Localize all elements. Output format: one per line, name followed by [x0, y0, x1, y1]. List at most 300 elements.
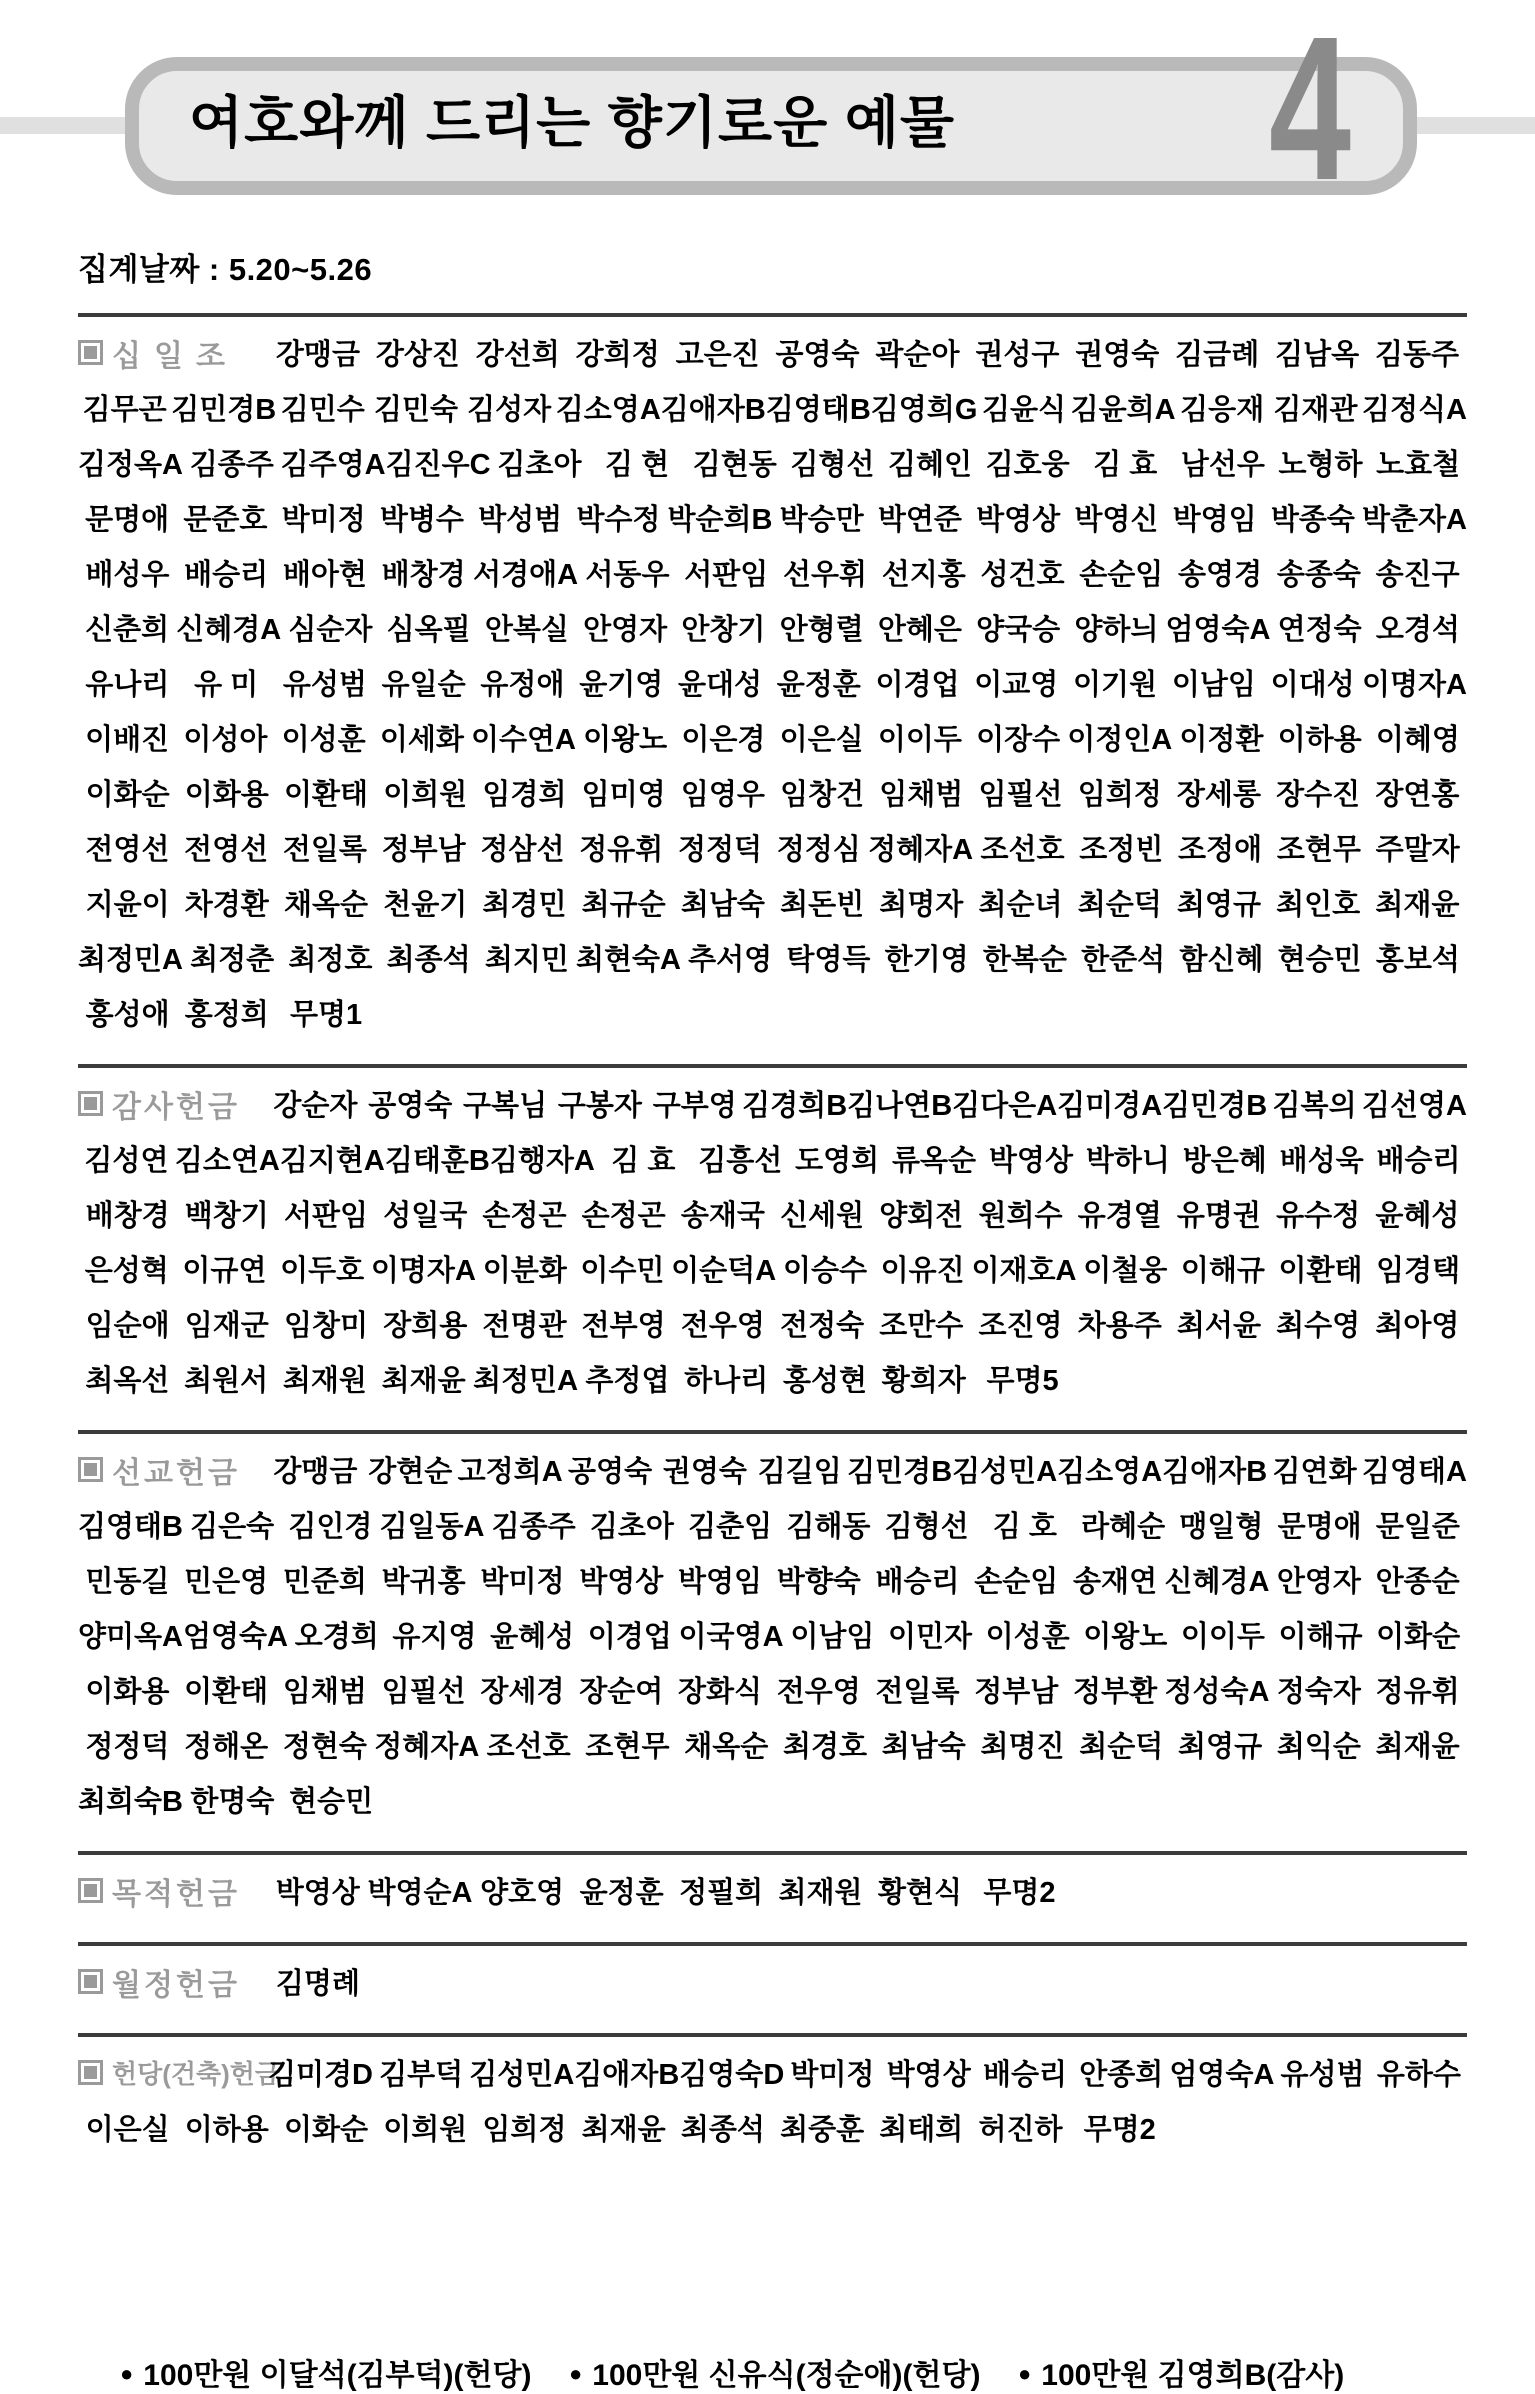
donor-name: 임미영 [581, 779, 666, 811]
donor-name: 박영신 [1074, 504, 1159, 536]
donor-name: 조만수 [879, 1310, 964, 1342]
donor-name: 김민경B [847, 1456, 953, 1488]
donor-name: 김진우C [385, 449, 491, 481]
donor-name: 정유휘 [1375, 1676, 1460, 1708]
donor-name: 강희정 [575, 339, 660, 371]
donor-row [78, 1076, 1467, 1131]
donor-name: 박영상 [275, 1877, 360, 1909]
donor-name: 류옥순 [892, 1145, 977, 1177]
donor-name: 홍보석 [1375, 944, 1460, 976]
donor-name: 현승민 [1277, 944, 1362, 976]
donor-name: 지윤이 [85, 889, 170, 921]
donor-name: 백창기 [184, 1200, 269, 1232]
donor-name: 이하용 [184, 2114, 269, 2146]
donor-name: 김인경 [288, 1511, 373, 1543]
donor-name: 김영숙D [679, 2059, 785, 2091]
donor-name: 정정덕 [85, 1731, 170, 1763]
donor-name: 강맹금 [273, 1456, 358, 1488]
donor-name: 채옥순 [284, 889, 369, 921]
donor-name: 안영자 [1276, 1566, 1361, 1598]
tally-date: 집계날짜 : 5.20~5.26 [78, 252, 373, 287]
donor-name: 최옥선 [85, 1365, 170, 1397]
donor-name: 김동주 [1375, 339, 1460, 371]
donor-row [78, 985, 1467, 1040]
donor-name: 김나연B [847, 1090, 953, 1122]
donor-name: 윤정훈 [776, 669, 861, 701]
donor-name: 이은경 [681, 724, 766, 756]
section-bullet-icon [78, 1878, 103, 1903]
donor-name: 유정애 [480, 669, 565, 701]
donor-name: 권성구 [975, 339, 1060, 371]
donor-name: 김지현A [279, 1145, 385, 1177]
donor-name: 장수진 [1276, 779, 1361, 811]
donor-name: 오경석 [1375, 614, 1460, 646]
donor-name: 김정식A [1362, 394, 1467, 426]
donor-name: 채옥순 [684, 1731, 769, 1763]
donor-name: 선우휘 [782, 559, 868, 591]
donor-name: 최순덕 [1077, 889, 1162, 921]
donor-name: 함신혜 [1179, 944, 1264, 976]
donor-name: 김영희G [870, 394, 978, 426]
donor-name: 장연홍 [1375, 779, 1460, 811]
donor-name: 최종석 [386, 944, 471, 976]
donor-name: 최재윤 [581, 2114, 666, 2146]
donor-name: 문일준 [1375, 1511, 1460, 1543]
donor-name: 윤기영 [579, 669, 664, 701]
large-gift-notes [120, 2350, 1467, 2394]
donor-name: 손순임 [1079, 559, 1164, 591]
donor-name: 정필희 [679, 1877, 764, 1909]
donor-name: 배아현 [282, 559, 367, 591]
donor-name: 이남임 [1171, 669, 1256, 701]
donor-name: 김태훈B [384, 1145, 490, 1177]
donor-name: 무명1 [289, 999, 363, 1031]
donor-name: 양회전 [879, 1200, 964, 1232]
donor-name: 이승수 [782, 1255, 868, 1287]
donor-name: 박미정 [480, 1566, 565, 1598]
donor-row [78, 1497, 1467, 1552]
donor-name: 도영희 [795, 1145, 880, 1177]
donor-name: 최익순 [1276, 1731, 1361, 1763]
donor-name: 고정희A [457, 1456, 563, 1488]
donor-name: 김해동 [786, 1511, 871, 1543]
donor-name: 김금례 [1175, 339, 1260, 371]
donor-name: 송재국 [680, 1200, 765, 1232]
donor-row [78, 1772, 1467, 1827]
page-header [0, 0, 1535, 223]
donor-name: 정정심 [776, 834, 861, 866]
donor-name: 임경택 [1376, 1255, 1461, 1287]
donor-row [78, 325, 1467, 380]
donor-name: 송진구 [1375, 559, 1460, 591]
donor-name: 정정덕 [677, 834, 763, 866]
donor-name: 문명애 [85, 504, 170, 536]
donor-row [78, 1241, 1467, 1296]
donor-name: 조현무 [1276, 834, 1361, 866]
offering-section [78, 317, 1467, 1040]
section-bullet-icon [78, 2060, 103, 2085]
offering-section [78, 1434, 1467, 1827]
donor-name: 김주영A [280, 449, 386, 481]
donor-name: 김정옥A [78, 449, 183, 481]
donor-name: 최태희 [879, 2114, 964, 2146]
donor-name: 탁영득 [786, 944, 871, 976]
donor-name: 노효철 [1376, 449, 1461, 481]
donor-row [78, 1662, 1467, 1717]
donor-name: 배성욱 [1279, 1145, 1364, 1177]
donor-name: 유 미 [194, 669, 259, 701]
donor-name: 심옥필 [386, 614, 471, 646]
donor-name: 김애자B [574, 2059, 680, 2091]
donor-name: 임창건 [780, 779, 865, 811]
donor-name: 김성민A [952, 1456, 1058, 1488]
donor-name: 최정민A [78, 944, 183, 976]
donor-name: 공영숙 [568, 1456, 653, 1488]
donor-row [78, 930, 1467, 985]
large-gift-note [120, 2350, 569, 2394]
donor-name: 조현무 [585, 1731, 670, 1763]
donor-name: 정혜자A [374, 1731, 480, 1763]
donor-name: 김흥선 [698, 1145, 783, 1177]
donor-name: 이왕노 [583, 724, 668, 756]
donor-name: 이환태 [284, 779, 369, 811]
donor-name: 김현동 [692, 449, 777, 481]
section-bullet-icon [78, 340, 103, 365]
donor-name: 이규연 [182, 1255, 267, 1287]
donor-name: 박춘자A [1362, 504, 1467, 536]
donor-name: 유일순 [381, 669, 466, 701]
donor-name: 김초아 [497, 449, 582, 481]
donor-name: 김혜인 [887, 449, 973, 481]
donor-name: 은성혁 [84, 1255, 169, 1287]
donor-name: 안형렬 [779, 614, 864, 646]
donor-name: 이유진 [880, 1255, 965, 1287]
donor-name: 구부영 [652, 1090, 737, 1122]
donor-name: 김영태A [1362, 1456, 1467, 1488]
donor-name: 이희원 [383, 2114, 468, 2146]
donor-name: 추정엽 [585, 1365, 670, 1397]
donor-name: 현승민 [289, 1786, 374, 1818]
donor-name: 구봉자 [557, 1090, 642, 1122]
donor-name: 이혜영 [1375, 724, 1460, 756]
donor-name: 전부영 [581, 1310, 666, 1342]
donor-name: 배창경 [381, 559, 466, 591]
donor-name: 김윤희A [1070, 394, 1176, 426]
donor-name: 김영태B [765, 394, 871, 426]
donor-name: 홍성애 [85, 999, 170, 1031]
donor-name: 윤혜성 [1375, 1200, 1460, 1232]
donor-name: 이세화 [379, 724, 464, 756]
donor-name: 최경호 [782, 1731, 868, 1763]
donor-name: 김 효 [611, 1145, 676, 1177]
donor-name: 김소연A [174, 1145, 280, 1177]
donor-name: 이분화 [482, 1255, 567, 1287]
donor-name: 이해규 [1180, 1255, 1265, 1287]
donor-name: 이은실 [779, 724, 864, 756]
donor-name: 배승리 [982, 2059, 1068, 2091]
donor-name: 안혜은 [877, 614, 962, 646]
section-label-text: 목적헌금 [112, 1877, 240, 1911]
donor-name: 원희수 [978, 1200, 1063, 1232]
donor-row [78, 1186, 1467, 1241]
donor-name: 한준석 [1081, 944, 1166, 976]
donor-name: 김 효 [1093, 449, 1158, 481]
donor-name: 김민숙 [373, 394, 459, 426]
donor-name: 강상진 [375, 339, 460, 371]
donor-name: 박영상 [976, 504, 1061, 536]
donor-name: 안종희 [1079, 2059, 1164, 2091]
donor-name: 차용주 [1077, 1310, 1162, 1342]
donor-name: 윤혜성 [490, 1621, 575, 1653]
donor-name: 무명2 [1083, 2114, 1156, 2146]
donor-name: 고은진 [675, 339, 760, 371]
section-label [78, 1448, 268, 1492]
donor-name: 최명진 [980, 1731, 1065, 1763]
donor-name: 이화용 [184, 779, 269, 811]
donor-name: 배성우 [85, 559, 170, 591]
donor-name: 배창경 [85, 1200, 170, 1232]
donor-name: 장세경 [480, 1676, 565, 1708]
donor-name: 이환태 [1278, 1255, 1363, 1287]
donor-name: 이수민 [580, 1255, 665, 1287]
donor-name: 최남숙 [680, 889, 765, 921]
donor-name: 유성범 [1280, 2059, 1365, 2091]
donor-name: 이순덕A [671, 1255, 777, 1287]
donor-name: 서경애A [473, 559, 579, 591]
donor-name: 이화순 [85, 779, 170, 811]
section-label-text: 선교헌금 [112, 1456, 240, 1490]
donor-name: 김춘임 [688, 1511, 773, 1543]
donor-name: 유성범 [282, 669, 367, 701]
donor-name: 안복실 [484, 614, 569, 646]
donor-name: 이화순 [284, 2114, 369, 2146]
donor-name: 남선우 [1180, 449, 1265, 481]
donor-name: 서판임 [284, 1200, 369, 1232]
donor-name: 이민자 [887, 1621, 973, 1653]
donor-name: 김 현 [605, 449, 670, 481]
donor-name: 연정숙 [1277, 614, 1362, 646]
donor-name: 유지영 [392, 1621, 477, 1653]
donor-name: 박향숙 [776, 1566, 861, 1598]
donor-name: 김미경D [268, 2059, 373, 2091]
donor-row [78, 1954, 1467, 2009]
donor-name: 김복의 [1272, 1090, 1357, 1122]
donor-row [78, 1442, 1467, 1497]
donor-name: 유경열 [1077, 1200, 1162, 1232]
donor-name: 이성아 [183, 724, 268, 756]
donor-row [78, 600, 1467, 655]
donor-name: 무명5 [986, 1365, 1059, 1397]
donor-name: 김미경A [1057, 1090, 1163, 1122]
donor-name: 이기원 [1073, 669, 1158, 701]
donor-name: 서판임 [684, 559, 769, 591]
donor-name: 천윤기 [383, 889, 468, 921]
section-label [78, 1869, 268, 1913]
note-text: 100만원 김영희B(감사) [1041, 2359, 1345, 2392]
donor-name: 최재윤 [381, 1365, 466, 1397]
donor-name: 최재윤 [1375, 1731, 1460, 1763]
section-label-text: 월정헌금 [112, 1968, 240, 2002]
donor-name: 장세롱 [1176, 779, 1261, 811]
donor-name: 정부환 [1073, 1676, 1158, 1708]
donor-name: 엄영숙A [1165, 614, 1271, 646]
donor-name: 이장수 [976, 724, 1061, 756]
donor-name: 유명권 [1176, 1200, 1261, 1232]
donor-name: 신혜경A [1164, 1566, 1270, 1598]
offering-section [78, 1068, 1467, 1406]
section-bullet-icon [78, 1969, 103, 1994]
donor-name: 김영태B [78, 1511, 183, 1543]
section-label-text: 감사헌금 [112, 1090, 240, 1124]
donor-name: 이은실 [85, 2114, 170, 2146]
donor-row [78, 1296, 1467, 1351]
donor-name: 이경업 [875, 669, 960, 701]
donor-name: 방은혜 [1182, 1145, 1267, 1177]
donor-name: 권영숙 [1075, 339, 1160, 371]
donor-name: 임경희 [482, 779, 567, 811]
page-number: 4 [1268, 0, 1352, 223]
donor-name: 이해규 [1278, 1621, 1363, 1653]
donor-name: 김민경B [171, 394, 277, 426]
donor-name: 신춘희 [85, 614, 170, 646]
donor-name: 이명자A [1362, 669, 1467, 701]
donor-name: 이희원 [383, 779, 468, 811]
donor-name: 무명2 [983, 1877, 1056, 1909]
donor-row [78, 1607, 1467, 1662]
donor-name: 안종순 [1375, 1566, 1460, 1598]
donor-name: 김성연 [84, 1145, 169, 1177]
donor-name: 임희정 [1077, 779, 1162, 811]
donor-name: 오경희 [294, 1621, 379, 1653]
donor-name: 구복님 [463, 1090, 548, 1122]
donor-name: 박종숙 [1270, 504, 1355, 536]
donor-name: 추서영 [688, 944, 773, 976]
donor-name: 김윤식 [981, 394, 1067, 426]
donor-name: 민준희 [282, 1566, 367, 1598]
donor-name: 장화식 [677, 1676, 763, 1708]
donor-name: 전일록 [282, 834, 367, 866]
bullet-icon: ● [120, 2361, 134, 2386]
donor-name: 송영경 [1178, 559, 1263, 591]
donor-name: 양하늬 [1074, 614, 1159, 646]
donor-row [78, 1131, 1467, 1186]
donor-name: 한명숙 [190, 1786, 275, 1818]
donor-name: 곽순아 [875, 339, 960, 371]
donor-name: 이화용 [85, 1676, 170, 1708]
donor-name: 박수정 [576, 504, 661, 536]
donor-name: 이수연A [471, 724, 576, 756]
donor-name: 맹일형 [1179, 1511, 1264, 1543]
donor-name: 이두호 [280, 1255, 365, 1287]
donor-name: 최영규 [1176, 889, 1261, 921]
donor-name: 성일국 [383, 1200, 468, 1232]
donor-name: 정현숙 [282, 1731, 367, 1763]
donor-name: 이이두 [1180, 1621, 1265, 1653]
donor-name: 이정환 [1179, 724, 1264, 756]
donor-name: 허진하 [978, 2114, 1063, 2146]
donor-name: 전일록 [875, 1676, 960, 1708]
donor-name: 양미옥A [78, 1621, 183, 1653]
offering-section [78, 1946, 1467, 2009]
donor-name: 최종석 [680, 2114, 765, 2146]
donor-name: 최인호 [1276, 889, 1361, 921]
donor-row [78, 545, 1467, 600]
donor-name: 김종주 [189, 449, 274, 481]
donor-name: 최중훈 [780, 2114, 865, 2146]
donor-name: 서동우 [585, 559, 670, 591]
donor-name: 정유휘 [579, 834, 664, 866]
donor-name: 박하니 [1085, 1145, 1170, 1177]
donor-row [78, 380, 1467, 435]
donor-name: 한기영 [884, 944, 969, 976]
page-title: 여호와께 드리는 향기로운 예물 [189, 91, 955, 154]
donor-name: 이남임 [790, 1621, 875, 1653]
donor-row [78, 875, 1467, 930]
donor-name: 송종숙 [1276, 559, 1361, 591]
donor-name: 윤대성 [677, 669, 763, 701]
donor-name: 김애자B [1162, 1456, 1268, 1488]
donor-name: 박영상 [988, 1145, 1073, 1177]
donor-name: 유나리 [85, 669, 170, 701]
donor-name: 최영규 [1178, 1731, 1263, 1763]
section-label-text: 헌당(건축)헌금 [112, 2059, 281, 2089]
donor-name: 최지민 [484, 944, 569, 976]
donor-row [78, 2100, 1467, 2155]
donor-name: 황현식 [877, 1877, 963, 1909]
donor-row [78, 655, 1467, 710]
donor-name: 최돈빈 [780, 889, 865, 921]
donor-name: 최남숙 [881, 1731, 966, 1763]
donor-name: 김경희B [742, 1090, 848, 1122]
donor-name: 김민경B [1162, 1090, 1268, 1122]
donor-name: 최서윤 [1176, 1310, 1261, 1342]
donor-name: 정성숙A [1164, 1676, 1270, 1708]
donor-name: 김다은A [952, 1090, 1058, 1122]
donor-row [78, 710, 1467, 765]
donor-name: 박연준 [877, 504, 962, 536]
donor-name: 김형선 [884, 1511, 969, 1543]
donor-name: 윤정훈 [579, 1877, 664, 1909]
donor-name: 이하용 [1277, 724, 1362, 756]
donor-name: 최원서 [184, 1365, 269, 1397]
donor-name: 양호영 [480, 1877, 565, 1909]
donor-name: 김성자 [467, 394, 552, 426]
donor-name: 김응재 [1180, 394, 1265, 426]
section-bullet-icon [78, 1457, 103, 1482]
donor-name: 장순여 [579, 1676, 664, 1708]
donor-name: 강선희 [475, 339, 560, 371]
donor-name: 김민수 [280, 394, 365, 426]
donor-name: 김성민A [469, 2059, 575, 2091]
large-gift-note [1018, 2350, 1467, 2394]
donor-name: 권영숙 [662, 1456, 747, 1488]
donor-name: 손순임 [974, 1566, 1059, 1598]
donor-name: 주말자 [1375, 834, 1460, 866]
donor-name: 임필선 [381, 1676, 466, 1708]
section-bullet-icon [78, 1091, 103, 1116]
donor-name: 박승만 [779, 504, 864, 536]
donor-name: 정부남 [381, 834, 466, 866]
donor-name: 심순자 [288, 614, 373, 646]
donor-name: 김소영A [1057, 1456, 1163, 1488]
donor-name: 최아영 [1375, 1310, 1460, 1342]
donor-name: 한복순 [982, 944, 1067, 976]
note-text: 100만원 이달석(김부덕)(헌당) [143, 2359, 532, 2392]
donor-name: 송재연 [1073, 1566, 1158, 1598]
donor-name: 유수정 [1276, 1200, 1361, 1232]
donor-name: 전영선 [184, 834, 269, 866]
offering-section [78, 1855, 1467, 1918]
